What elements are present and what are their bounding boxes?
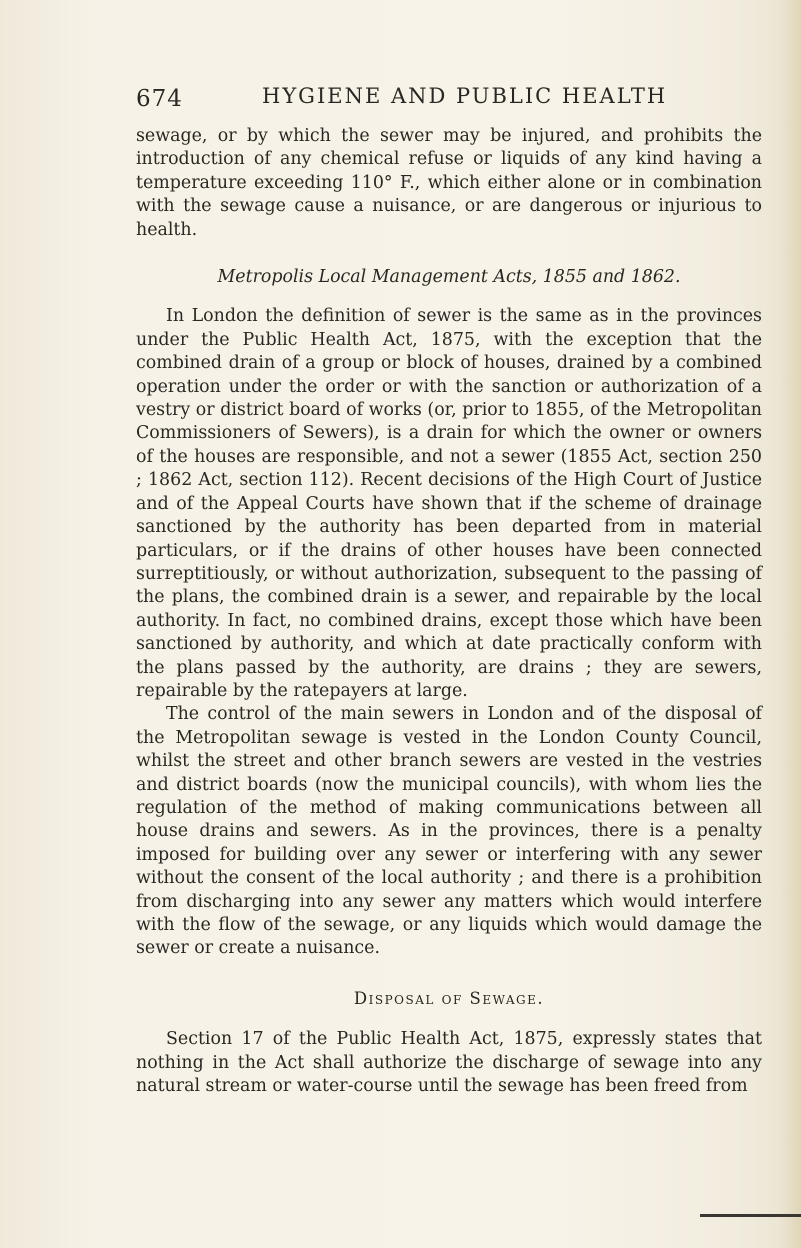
page-bottom-rule bbox=[700, 1214, 801, 1217]
paragraph-control-of-sewers: The control of the main sewers in London and of the disposal of the Metropolitan sewage is vested in the London County Council, whilst the street and other branch sewers are vested in the vestries and district boards (now the municipal councils), with whom lies the regulation of the method of making communications between all house drains and sewers. As in the provinces, there is a penalty imposed for building over any sewer or interfering with any sewer without the consent of the local authority ; and there is a prohibition from discharging into any sewer any matters which would interfere with the flow of the sewage, or any liquids which would damage the sewer or create a nuisance. bbox=[136, 704, 762, 959]
running-head: HYGIENE AND PUBLIC HEALTH bbox=[262, 84, 668, 108]
paragraph-continuation: sewage, or by which the sewer may be injured, and prohibits the introduction of any chemical refuse or liquids of any kind having a temperature exceeding 110° F., which either alone or in combination with the sewage cause a nuisance, or are dangerous or injurious to health. bbox=[136, 126, 762, 240]
paragraph-london-sewer-definition: In London the definition of sewer is the same as in the provinces under the Public Health Act, 1875, with the exception that the combined drain of a group or block of houses, drained by a combined operation under the order or with the sanction or authorization of a vestry or district board of works (or, prior to 1855, of the Metropolitan Commissioners of Sewers), is a drain for which the owner or owners of the houses are responsible, and not a sewer (1855 Act, section 250 ; 1862 Act, section 112). Recent decisions of the High Court of Justice and of the Appeal Courts have shown that if the scheme of drainage sanctioned by the authority has been departed from in material particulars, or if the drains of other houses have been connected surreptitiously, or without authorization, subsequent to the passing of the plans, the combined drain is a sewer, and repairable by the local authority. In fact, no combined drains, except those which have been sanctioned by authority, and which at date practically conform with the plans passed by the authority, are drains ; they are sewers, repairable by the ratepayers at large. bbox=[136, 306, 762, 701]
section-heading-metropolis-acts: Metropolis Local Management Acts, 1855 and 1862. bbox=[217, 267, 681, 288]
section-heading-disposal-of-sewage: Disposal of Sewage. bbox=[353, 988, 545, 1008]
paragraph-section-17: Section 17 of the Public Health Act, 1875, expressly states that nothing in the Act shall authorize the discharge of sewage into any natural stream or water-course until the sewage has been freed from bbox=[136, 1029, 762, 1097]
page-header bbox=[136, 70, 756, 110]
body-text bbox=[136, 125, 762, 1098]
page-edge-shadow bbox=[779, 0, 801, 1248]
page-number: 674 bbox=[136, 86, 183, 112]
